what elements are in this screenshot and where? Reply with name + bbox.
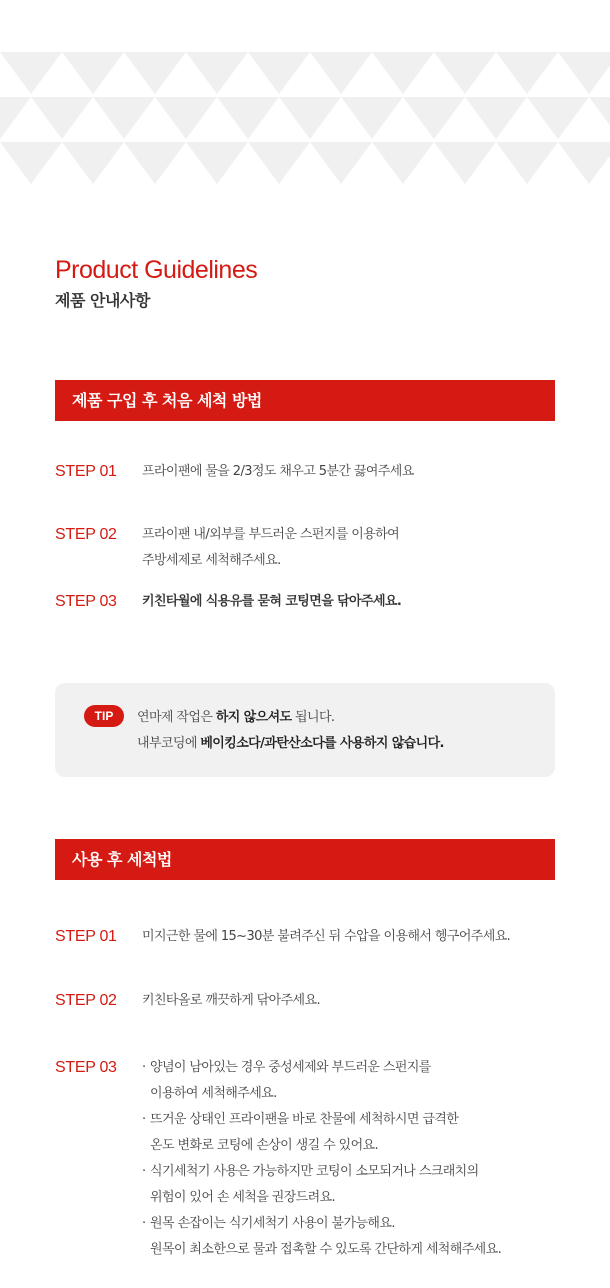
pattern-triangle [310,52,372,94]
tip-text-plain: 연마제 작업은 [137,710,216,725]
bullet-line: · 식기세척기 사용은 가능하지만 코팅이 소모되거나 스크래치의 [142,1159,501,1185]
pattern-triangle [186,52,248,94]
bullet-item [142,1107,501,1159]
pattern-triangle [124,52,186,94]
tip-line-1 [137,705,444,731]
pattern-triangle [558,52,610,94]
step-text [142,522,399,574]
section1-step-2 [55,523,575,574]
step-line: 주방세제로 세척해주세요. [142,553,281,568]
section-heading-first-wash: 제품 구입 후 처음 세척 방법 [55,380,555,421]
tip-text-bold: 베이킹소다/과탄산소다를 사용하지 않습니다. [200,736,444,751]
step-label: STEP 02 [55,992,117,1009]
section1-step-3 [55,590,575,615]
pattern-triangle [527,97,589,139]
pattern-triangle [496,52,558,94]
pattern-triangle [155,97,217,139]
pattern-triangle [403,97,465,139]
pattern-triangle [0,97,31,139]
step-line: 프라이팬에 물을 2/3정도 채우고 5분간 끓여주세요 [142,464,414,479]
triangle-pattern [0,52,610,188]
pattern-triangle [496,142,558,184]
step-line: 미지근한 물에 15~30분 불려주신 뒤 수압을 이용해서 헹구어주세요. [142,929,511,944]
section-heading-after-use: 사용 후 세척법 [55,839,555,880]
page-title: Product Guidelines [55,256,258,284]
pattern-triangle [589,97,610,139]
bullet-line: 위험이 있어 손 세척을 권장드려요. [150,1190,336,1205]
step-line: 키친타월에 식용유를 묻혀 코팅면을 닦아주세요. [142,594,402,609]
pattern-triangle [558,142,610,184]
bullet-line: 온도 변화로 코팅에 손상이 생길 수 있어요. [150,1138,379,1153]
tip-line-2 [137,731,444,757]
step-text [142,924,510,950]
pattern-triangle [465,97,527,139]
section1-step-1 [55,460,575,485]
step-label: STEP 02 [55,526,117,543]
tip-text [137,705,444,757]
pattern-triangle [248,142,310,184]
step-line: 키친타올로 깨끗하게 닦아주세요. [142,993,321,1008]
tip-badge: TIP [84,705,124,727]
pattern-triangle [310,142,372,184]
bullet-item [142,1211,501,1263]
bullet-item [142,1159,501,1211]
step-text [142,589,401,615]
pattern-triangle [124,142,186,184]
bullet-line: · 양념이 남아있는 경우 중성세제와 부드러운 스펀지를 [142,1055,501,1081]
pattern-triangle [93,97,155,139]
pattern-triangle [31,97,93,139]
step-label: STEP 01 [55,463,117,480]
pattern-triangle [62,52,124,94]
section2-step-2 [55,989,575,1014]
bullet-line: · 원목 손잡이는 식기세척기 사용이 불가능해요. [142,1211,501,1237]
pattern-triangle [217,97,279,139]
step-text [142,459,414,485]
step-line: 프라이팬 내/외부를 부드러운 스펀지를 이용하여 [142,527,400,542]
tip-text-bold: 하지 않으셔도 [215,710,292,725]
tip-text-plain: 내부코딩에 [137,736,201,751]
pattern-triangle [341,97,403,139]
step-text [142,1055,501,1263]
pattern-triangle [0,52,62,94]
pattern-triangle [434,142,496,184]
page-subtitle: 제품 안내사항 [55,291,150,310]
pattern-triangle [372,142,434,184]
pattern-triangle [434,52,496,94]
bullet-line: · 뜨거운 상태인 프라이팬을 바로 찬물에 세척하시면 급격한 [142,1107,501,1133]
step-label: STEP 03 [55,593,117,610]
pattern-triangle [372,52,434,94]
page-header [55,254,257,311]
section2-step-1 [55,925,575,950]
pattern-triangle [279,97,341,139]
pattern-triangle [248,52,310,94]
pattern-triangle [62,142,124,184]
step-label: STEP 03 [55,1059,117,1076]
tip-box [55,683,555,777]
bullet-item [142,1055,501,1107]
step-text [142,988,320,1014]
section2-step-3 [55,1056,575,1263]
pattern-triangle [0,142,62,184]
step-label: STEP 01 [55,928,117,945]
tip-text-plain: 됩니다. [291,710,335,725]
bullet-line: 원목이 최소한으로 물과 접촉할 수 있도록 간단하게 세척해주세요. [150,1242,502,1257]
bullet-line: 이용하여 세척해주세요. [150,1086,277,1101]
pattern-triangle [186,142,248,184]
